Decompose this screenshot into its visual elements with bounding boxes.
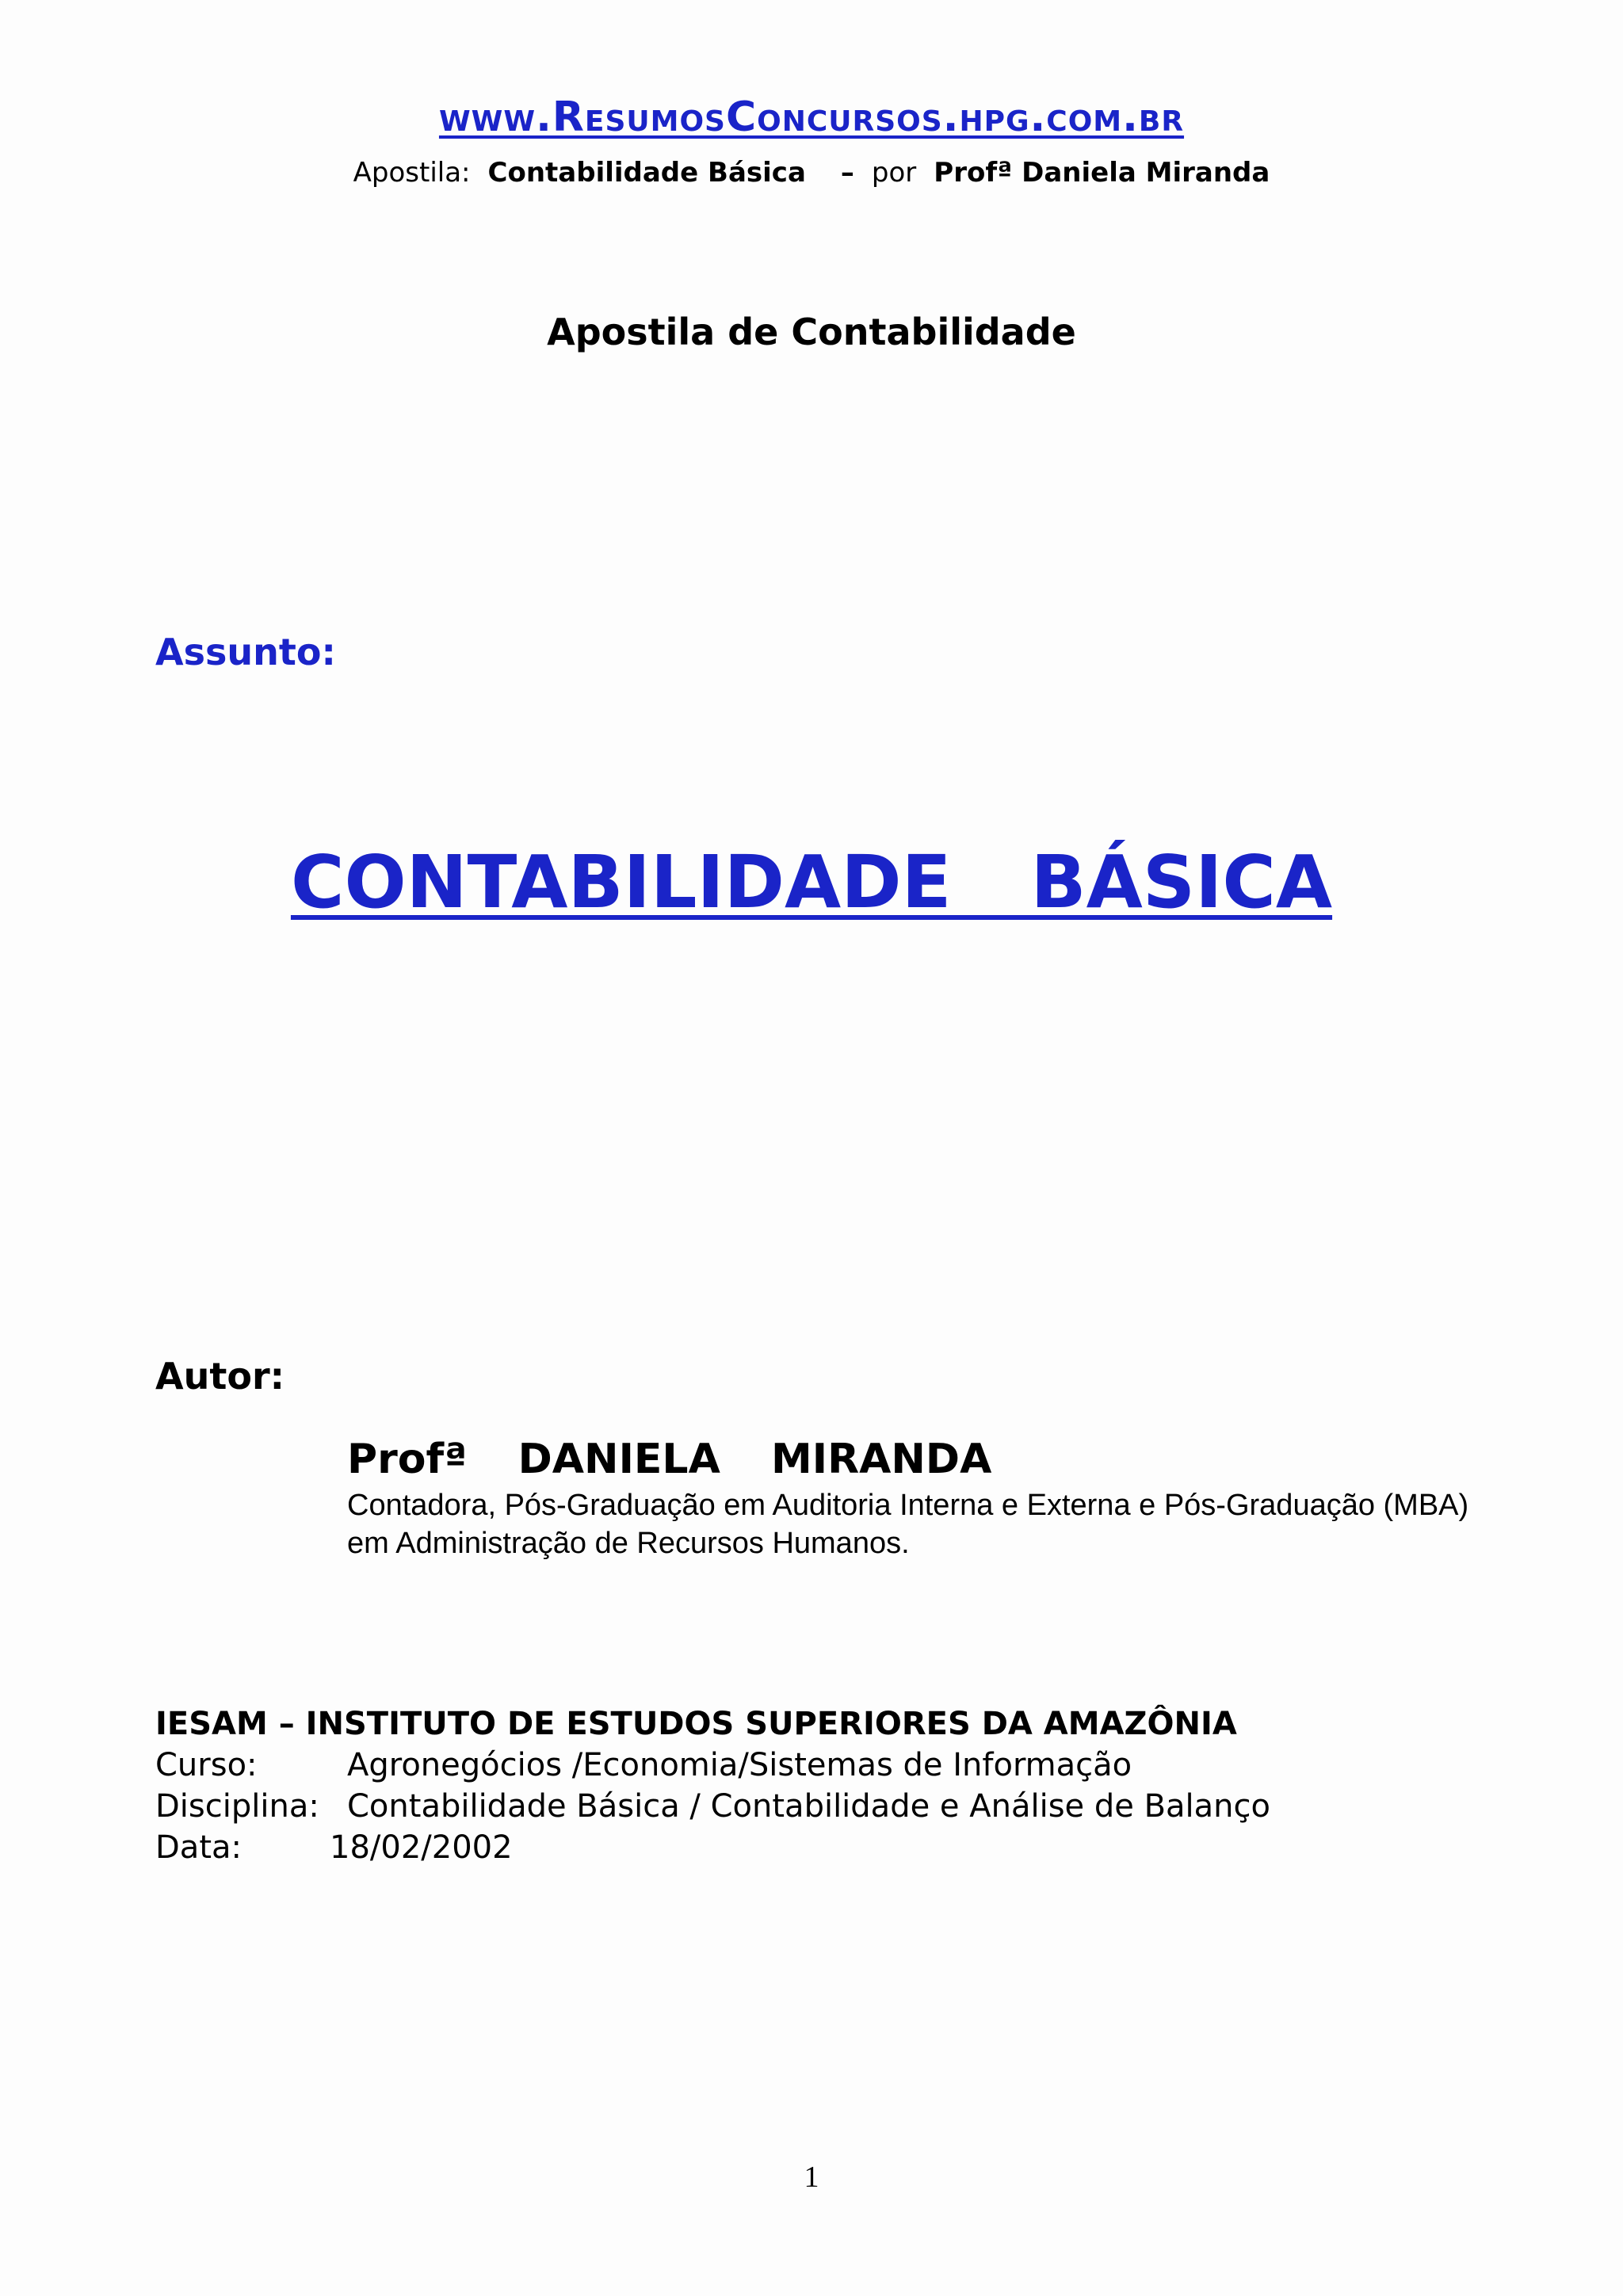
author-credentials: Contadora, Pós-Graduação em Auditoria Interna e Externa e Pós-Graduação (MBA) em Administração de Recursos Humanos. xyxy=(347,1489,1469,1560)
institution-name: IESAM – INSTITUTO DE ESTUDOS SUPERIORES DA AMAZÔNIA xyxy=(155,1706,1237,1742)
curso-label: Curso: xyxy=(155,1747,258,1783)
apostila-label: Apostila: xyxy=(353,157,471,189)
page-number: 1 xyxy=(804,2161,819,2194)
data-value: 18/02/2002 xyxy=(330,1829,513,1866)
curso-row xyxy=(155,1747,1132,1783)
author-name: Profª DANIELA MIRANDA xyxy=(347,1436,992,1483)
subject-heading: CONTABILIDADE BÁSICA xyxy=(290,840,1333,925)
subheader-dash: – xyxy=(840,157,854,189)
site-url-link[interactable]: www.ResumosConcursos.hpg.com.br xyxy=(438,93,1185,141)
assunto-label: Assunto: xyxy=(155,631,336,673)
por-label: por xyxy=(871,157,917,189)
author-short: Profª Daniela Miranda xyxy=(934,157,1270,189)
data-label: Data: xyxy=(155,1829,242,1866)
autor-label: Autor: xyxy=(155,1355,285,1398)
disciplina-value: Contabilidade Básica / Contabilidade e Análise de Balanço xyxy=(347,1788,1270,1825)
page-title: Apostila de Contabilidade xyxy=(547,311,1076,353)
data-row xyxy=(155,1829,513,1866)
document-subheader xyxy=(0,157,1623,189)
course-name: Contabilidade Básica xyxy=(487,157,806,189)
curso-value: Agronegócios /Economia/Sistemas de Informação xyxy=(347,1747,1132,1783)
disciplina-row xyxy=(155,1788,1270,1825)
disciplina-label: Disciplina: xyxy=(155,1788,319,1825)
